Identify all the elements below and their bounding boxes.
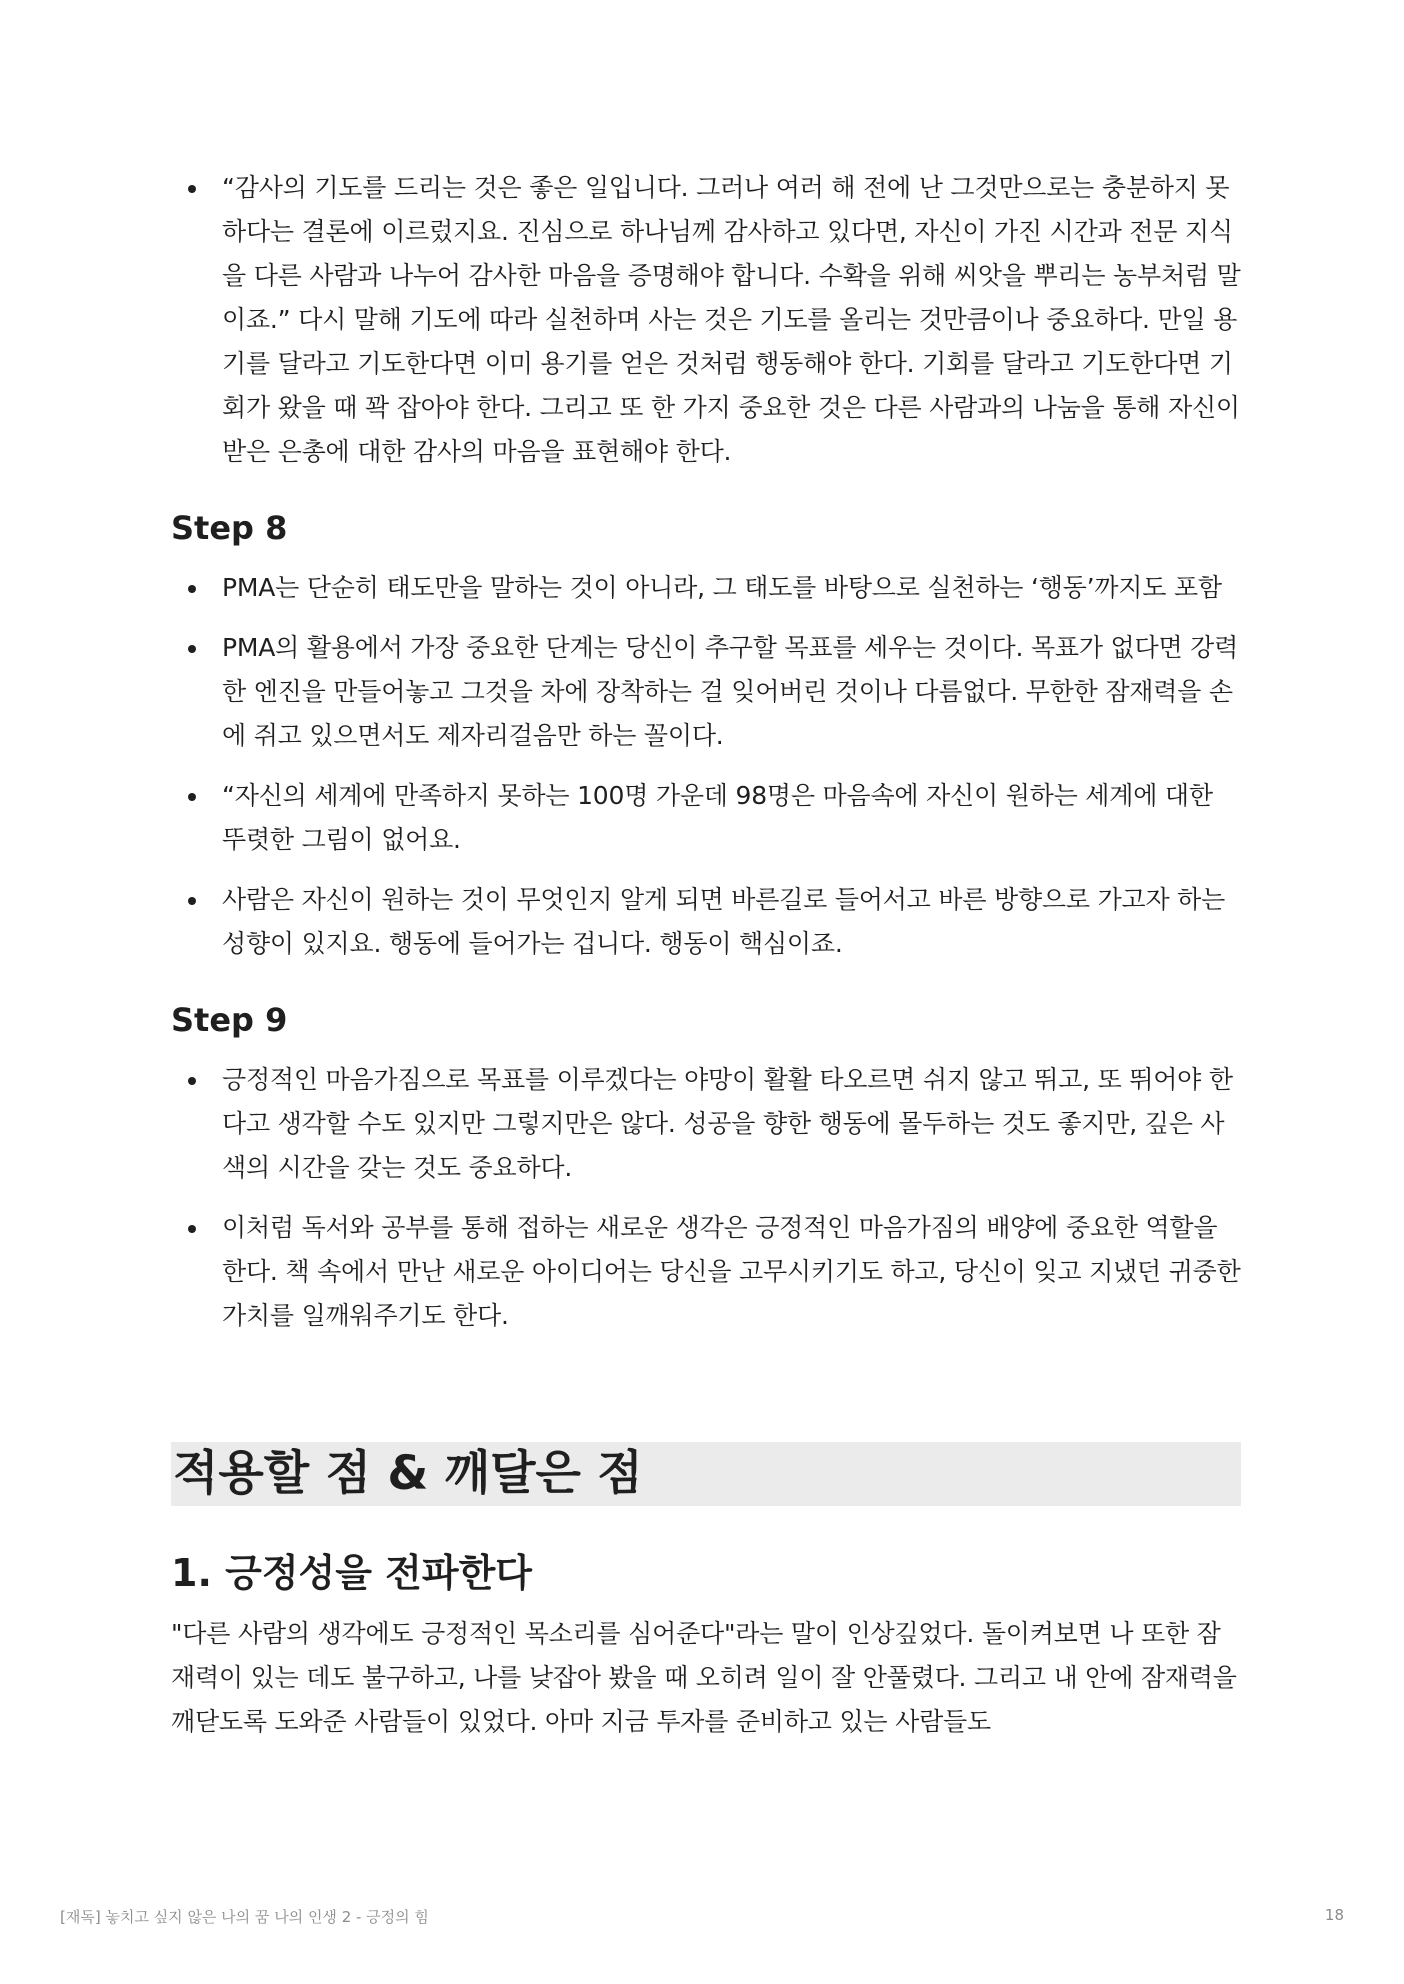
sub-heading: 1. 긍정성을 전파한다 [171, 1551, 532, 1595]
list-item-text: PMA의 활용에서 가장 중요한 단계는 당신이 추구할 목표를 세우는 것이다. 목표가 없다면 강력한 엔진을 만들어놓고 그것을 차에 장착하는 걸 잊어버린 것이나 다름없다. 무한한 잠재력을 손에 쥐고 있으면서도 제자리걸음만 하는 꼴이다. [222, 633, 1239, 750]
bullet-icon [188, 1077, 196, 1085]
list-item [171, 166, 1241, 474]
list-item-text: 사람은 자신이 원하는 것이 무엇인지 알게 되면 바른길로 들어서고 바른 방향으로 가고자 하는 성향이 있지요. 행동에 들어가는 겁니다. 행동이 핵심이죠. [222, 885, 1226, 958]
bullet-icon [188, 585, 196, 593]
step-9-heading: Step 9 [171, 1001, 288, 1039]
page-number: 18 [1324, 1906, 1344, 1924]
page-content [171, 166, 1241, 1744]
bullet-icon [188, 897, 196, 905]
list-item-text: 긍정적인 마음가짐으로 목표를 이루겠다는 야망이 활활 타오르면 쉬지 않고 뛰고, 또 뛰어야 한다고 생각할 수도 있지만 그렇지만은 않다. 성공을 향한 행동에 몰두하는 것도 좋지만, 깊은 사색의 시간을 갖는 것도 중요하다. [222, 1065, 1233, 1182]
list-item [171, 626, 1241, 758]
list-item [171, 878, 1241, 966]
list-item [171, 1206, 1241, 1338]
bullet-icon [188, 645, 196, 653]
list-item [171, 1058, 1241, 1190]
step-8-heading: Step 8 [171, 509, 288, 547]
body-paragraph: "다른 사람의 생각에도 긍정적인 목소리를 심어준다"라는 말이 인상깊었다. 돌이켜보면 나 또한 잠재력이 있는 데도 불구하고, 나를 낮잡아 봤을 때 오히려 일이 잘 안풀렸다. 그리고 내 안에 잠재력을 깨닫도록 도와준 사람들이 있었다. 아마 지금 투자를 준비하고 있는 사람들도 [171, 1619, 1237, 1736]
list-item-text: “감사의 기도를 드리는 것은 좋은 일입니다. 그러나 여러 해 전에 난 그것만으로는 충분하지 못하다는 결론에 이르렀지요. 진심으로 하나님께 감사하고 있다면, 자신이 가진 시간과 전문 지식을 다른 사람과 나누어 감사한 마음을 증명해야 합니다. 수확을 위해 씨앗을 뿌리는 농부처럼 말이죠.” 다시 말해 기도에 따라 실천하며 사는 것은 기도를 올리는 것만큼이나 중요하다. 만일 용기를 달라고 기도한다면 이미 용기를 얻은 것처럼 행동해야 한다. 기회를 달라고 기도한다면 기회가 왔을 때 꽉 잡아야 한다. 그리고 또 한 가지 중요한 것은 다른 사람과의 나눔을 통해 자신이 받은 은총에 대한 감사의 마음을 표현해야 한다. [222, 173, 1241, 466]
bullet-icon [188, 185, 196, 193]
list-item [171, 566, 1241, 610]
bullet-icon [188, 1225, 196, 1233]
page-footer [60, 1906, 1344, 1927]
list-item [171, 774, 1241, 862]
list-item-text: PMA는 단순히 태도만을 말하는 것이 아니라, 그 태도를 바탕으로 실천하는 ‘행동’까지도 포함 [222, 573, 1222, 602]
step-9-bullet-list [171, 1058, 1241, 1338]
bullet-icon [188, 793, 196, 801]
intro-bullet-list [171, 166, 1241, 474]
section-title: 적용할 점 & 깨달은 점 [171, 1442, 1241, 1506]
step-8-bullet-list [171, 566, 1241, 966]
list-item-text: “자신의 세계에 만족하지 못하는 100명 가운데 98명은 마음속에 자신이 원하는 세계에 대한 뚜렷한 그림이 없어요. [222, 781, 1213, 854]
footer-title: [재독] 놓치고 싶지 않은 나의 꿈 나의 인생 2 - 긍정의 힘 [60, 1908, 429, 1926]
list-item-text: 이처럼 독서와 공부를 통해 접하는 새로운 생각은 긍정적인 마음가짐의 배양에 중요한 역할을 한다. 책 속에서 만난 새로운 아이디어는 당신을 고무시키기도 하고, 당신이 잊고 지냈던 귀중한 가치를 일깨워주기도 한다. [222, 1213, 1241, 1330]
